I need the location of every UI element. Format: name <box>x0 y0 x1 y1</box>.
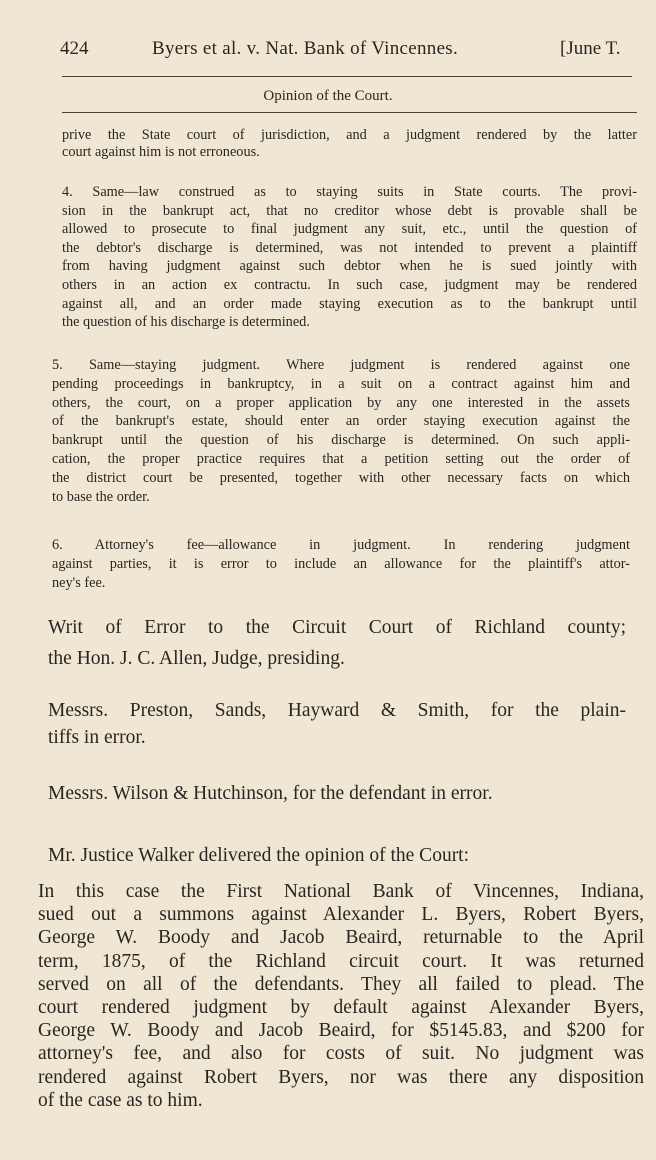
text-line: attorney's fee, and also for costs of suit. No judgment was <box>38 1043 644 1065</box>
text-line: from having judgment against such debtor when he is sued jointly with <box>62 258 637 275</box>
text-line: sued out a summons against Alexander L. Byers, Robert Byers, <box>38 904 644 926</box>
text-line: Messrs. Wilson & Hutchinson, for the defendant in error. <box>48 783 493 804</box>
text-line: of the bankrupt's estate, should enter an order staying execution against the <box>52 413 630 430</box>
text-line: Writ of Error to the Circuit Court of Richland county; <box>48 617 626 638</box>
text-line: 5. Same—staying judgment. Where judgment is rendered against one <box>52 357 630 373</box>
text-line: George W. Boody and Jacob Beaird, returnable to the April <box>38 927 644 949</box>
counsel-plaintiffs <box>48 697 626 751</box>
text-line: rendered against Robert Byers, nor was there any disposition <box>38 1066 644 1088</box>
text-line: against all, and an order made staying execution as to the bankrupt until <box>62 295 637 312</box>
justice-attribution <box>48 842 638 869</box>
text-line: of the case as to him. <box>38 1089 203 1111</box>
text-line: the Hon. J. C. Allen, Judge, presiding. <box>48 648 345 669</box>
text-line: 4. Same—law construed as to staying suits in State courts. The provi- <box>62 184 637 200</box>
text-line: George W. Boody and Jacob Beaird, for $5145.83, and $200 for <box>38 1020 644 1042</box>
headnote-5 <box>52 356 630 506</box>
text-line: Messrs. Preston, Sands, Hayward & Smith, for the plain- <box>48 700 626 721</box>
term-label: [June T. <box>560 38 621 59</box>
text-line: pending proceedings in bankruptcy, in a suit on a contract against him and <box>52 375 630 392</box>
writ-of-error <box>48 612 626 674</box>
text-line: sion in the bankrupt act, that no creditor whose debt is provable shall be <box>62 202 637 219</box>
text-line: In this case the First National Bank of Vincennes, Indiana, <box>38 881 644 902</box>
text-line: the district court be presented, together with other necessary facts on which <box>52 469 630 486</box>
section-rule <box>62 112 637 113</box>
header-rule <box>62 76 632 77</box>
text-line: the debtor's discharge is determined, was not intended to prevent a plaintiff <box>62 239 637 256</box>
headnote-3-continued <box>62 127 637 161</box>
text-line: served on all of the defendants. They all failed to plead. The <box>38 973 644 995</box>
text-line: cation, the proper practice requires that a petition setting out the order of <box>52 450 630 467</box>
text-line: prive the State court of jurisdiction, and a judgment rendered by the latter <box>62 127 637 143</box>
headnote-4 <box>62 183 637 332</box>
text-line: others in an action ex contractu. In such case, judgment may be rendered <box>62 276 637 293</box>
text-line: Mr. Justice Walker delivered the opinion of the Court: <box>48 845 470 866</box>
text-line: bankrupt until the question of his discharge is determined. On such appli- <box>52 432 630 449</box>
text-line: against parties, it is error to include an allowance for the plaintiff's attor- <box>52 556 630 572</box>
text-line: the question of his discharge is determined. <box>62 314 310 331</box>
text-line: to base the order. <box>52 488 150 505</box>
text-line: court against him is not erroneous. <box>62 144 260 160</box>
counsel-defendant <box>48 780 638 807</box>
text-line: tiffs in error. <box>48 727 146 748</box>
text-line: term, 1875, of the Richland circuit court. It was returned <box>38 950 644 972</box>
section-title: Opinion of the Court. <box>263 88 393 104</box>
page-number: 424 <box>60 38 89 59</box>
text-line: court rendered judgment by default against Alexander Byers, <box>38 997 644 1019</box>
running-title: Byers et al. v. Nat. Bank of Vincennes. <box>152 38 459 59</box>
text-line: 6. Attorney's fee—allowance in judgment. In rendering judgment <box>52 537 630 553</box>
text-line: ney's fee. <box>52 575 106 591</box>
text-line: allowed to prosecute to final judgment any suit, etc., until the question of <box>62 221 637 238</box>
text-line: others, the court, on a proper application by any one interested in the assets <box>52 394 630 411</box>
headnote-6 <box>52 536 630 593</box>
opinion-body <box>38 880 644 1112</box>
